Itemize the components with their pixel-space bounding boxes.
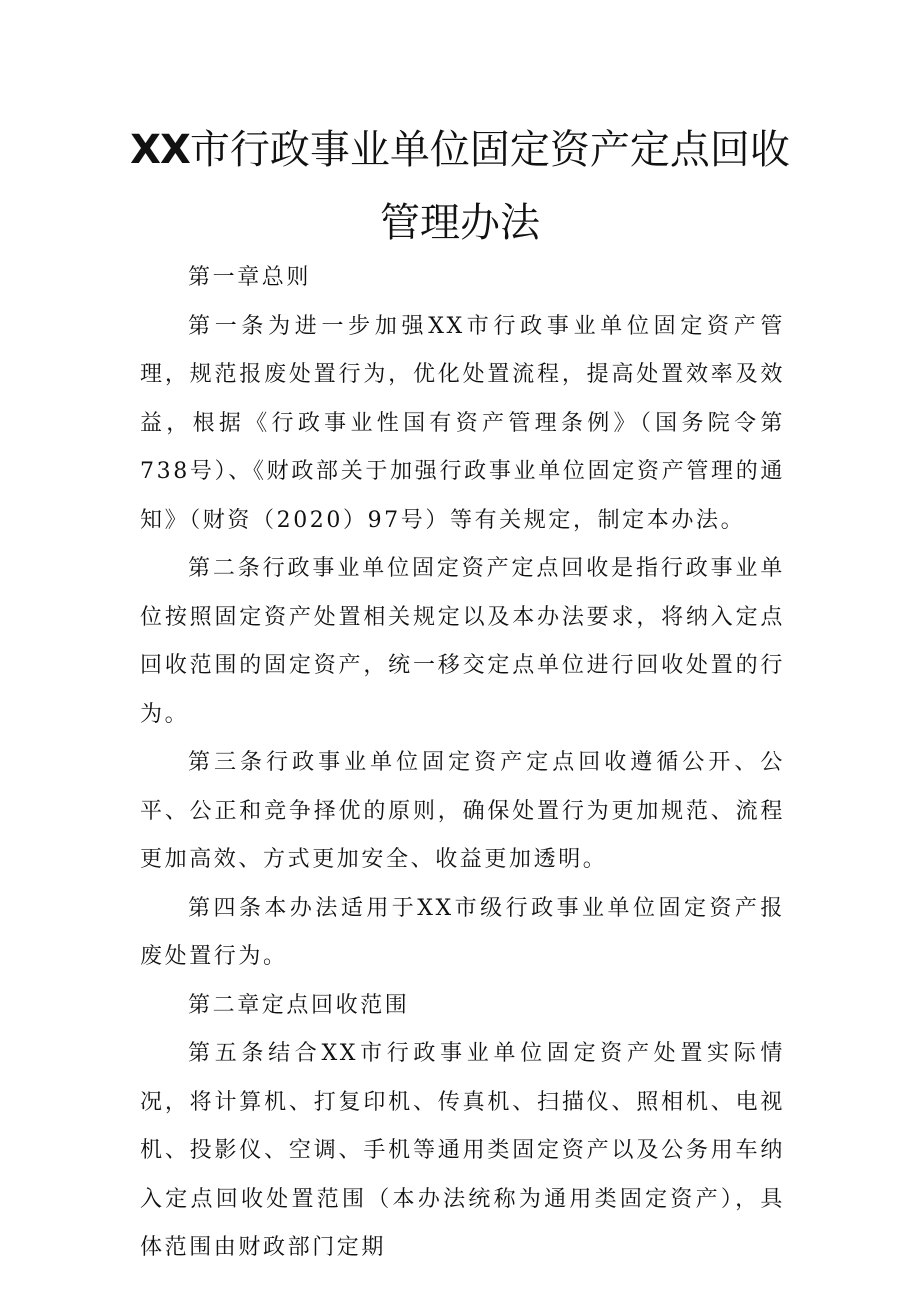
article-3: 第三条行政事业单位固定资产定点回收遵循公开、公平、公正和竞争择优的原则，确保处置行为更加规范、流程更加高效、方式更加安全、收益更加透明。	[140, 750, 785, 872]
article-5: 第五条结合XX市行政事业单位固定资产处置实际情况，将计算机、打复印机、传真机、扫描仪、照相机、电视机、投影仪、空调、手机等通用类固定资产以及公务用车纳入定点回收处置范围（本办法统称为通用类固定资产），具体范围由财政部门定期	[140, 1041, 785, 1260]
article-4: 第四条本办法适用于XX市级行政事业单位固定资产报废处置行为。	[140, 895, 785, 969]
document-title-line-1	[0, 127, 920, 173]
document-title-line-2: 管理办法	[380, 200, 540, 246]
document-body	[140, 254, 785, 1273]
chapter-heading-general: 第一章总则	[188, 265, 312, 290]
chapter-heading-scope: 第二章定点回收范围	[188, 992, 410, 1018]
title-city-prefix: XX	[130, 127, 190, 173]
article-2: 第二条行政事业单位固定资产定点回收是指行政事业单位按照固定资产处置相关规定以及本办法要求，将纳入定点回收范围的固定资产，统一移交定点单位进行回收处置的行为。	[140, 556, 785, 727]
title-main-text: 市行政事业单位固定资产定点回收	[189, 127, 790, 173]
article-1: 第一条为进一步加强XX市行政事业单位固定资产管理，规范报废处置行为，优化处置流程，提高处置效率及效益，根据《行政事业性国有资产管理条例》（国务院令第738号）、《财政部关于加强行政事业单位固定资产管理的通知》（财资（2020）97号）等有关规定，制定本办法。	[140, 313, 785, 533]
